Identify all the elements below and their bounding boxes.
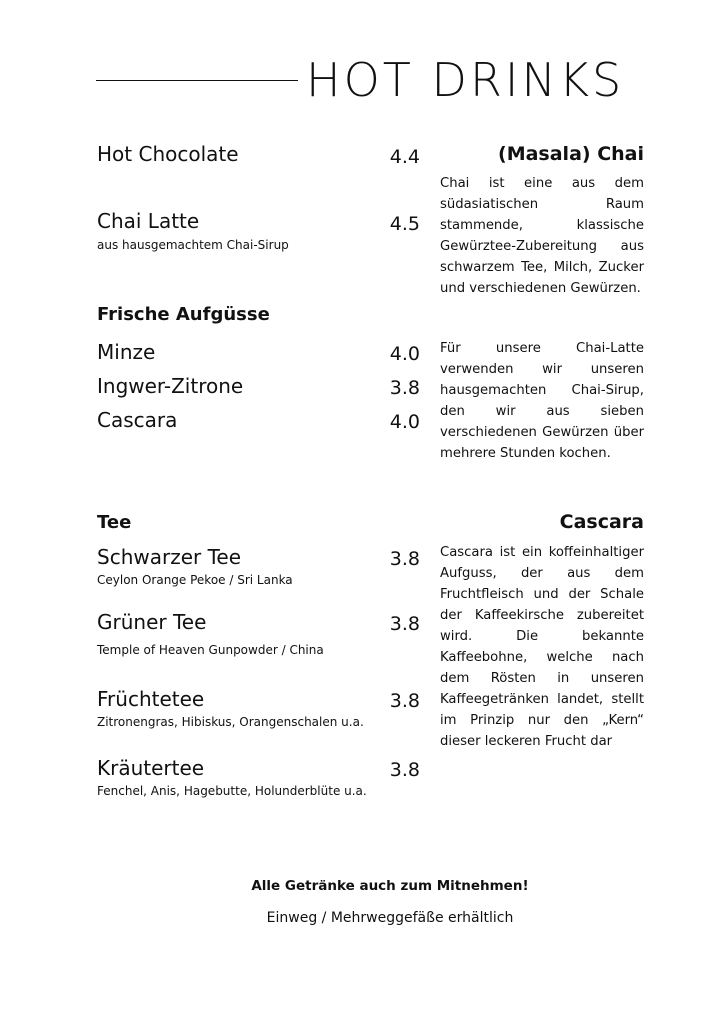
info-text-chai-latte: Für unsere Chai-Latte verwenden wir unseren hausgemachten Chai-Sirup, den wir aus sieben verschiedenen Gewürzen über mehrere Stunden kochen. [440,341,644,461]
info-text-chai-intro: Chai ist eine aus dem südasiatischen Raum stammende, klassische Gewürztee-Zubereitung aus schwarzem Tee, Milch, Zucker und verschiedenen Gewürzen. [440,176,644,296]
menu-item-desc-schwarzer-tee: Ceylon Orange Pekoe / Sri Lanka [97,573,293,587]
menu-item-price-fruechtetee: 3.8 [389,690,420,712]
menu-item-price-cascara: 4.0 [389,411,420,433]
section-heading-tea: Tee [97,512,132,533]
footer-cups-note: Einweg / Mehrweggefäße erhältlich [266,910,514,926]
menu-item-price-gruener-tee: 3.8 [389,613,420,635]
menu-item-price-schwarzer-tee: 3.8 [389,548,420,570]
menu-item-price-kraeutertee: 3.8 [389,759,420,781]
menu-item-price-hot-chocolate: 4.4 [389,146,420,168]
menu-item-price-chai-latte: 4.5 [389,213,420,235]
info-text-cascara: Cascara ist ein koffeinhaltiger Aufguss, der aus dem Fruchtfleisch und der Schale der Kaffeekirsche zubereitet wird. Die bekannte Kaffeebohne, welche nach dem Rösten in unseren Kaffeegetränken landet, stellt im Prinzip nur den „Kern“ dieser leckeren Frucht dar [440,545,644,749]
menu-item-name-kraeutertee: Kräutertee [97,756,205,780]
menu-item-desc-kraeutertee: Fenchel, Anis, Hagebutte, Holunderblüte u.a. [97,784,367,798]
menu-item-name-cascara: Cascara [97,408,178,432]
menu-item-desc-fruechtetee: Zitronengras, Hibiskus, Orangenschalen u.a. [97,715,364,729]
footer-takeaway-note: Alle Getränke auch zum Mitnehmen! [251,878,529,894]
page-title: HOT DRINKS [306,53,625,107]
section-heading-infusions: Frische Aufgüsse [97,304,270,325]
menu-item-name-ingwer-zitrone: Ingwer-Zitrone [97,374,244,398]
menu-item-name-schwarzer-tee: Schwarzer Tee [97,545,242,569]
menu-item-desc-gruener-tee: Temple of Heaven Gunpowder / China [97,643,324,657]
info-heading-cascara: Cascara [559,511,644,533]
menu-item-price-minze: 4.0 [389,343,420,365]
menu-item-name-minze: Minze [97,340,156,364]
menu-item-desc-chai-latte: aus hausgemachtem Chai-Sirup [97,238,289,252]
menu-item-name-hot-chocolate: Hot Chocolate [97,142,239,166]
title-rule [96,80,298,81]
menu-item-name-fruechtetee: Früchtetee [97,687,205,711]
menu-item-price-ingwer-zitrone: 3.8 [389,377,420,399]
menu-item-name-gruener-tee: Grüner Tee [97,610,207,634]
info-heading-chai: (Masala) Chai [498,143,644,165]
menu-item-name-chai-latte: Chai Latte [97,209,200,233]
